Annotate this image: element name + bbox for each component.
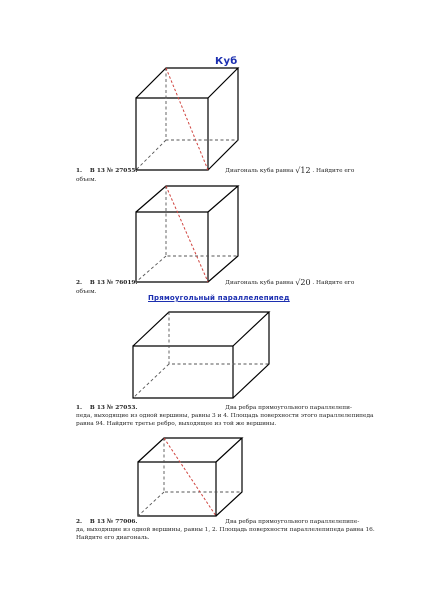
problem-code: B 13 № 27055. (89, 168, 138, 174)
problem-2-line-2: объем. (76, 289, 97, 295)
cube-figure-1 (130, 60, 250, 176)
problem-1-line-2: объем. (76, 177, 97, 183)
problem-number: 1. (76, 168, 83, 174)
problem-4-line-3: Найдите его диагональ. (76, 535, 150, 541)
problem-3-line-1 (76, 404, 352, 412)
box-figure-2 (134, 434, 264, 520)
problem-3-line-2: педа, выходящие из одной вершины, равны 3 и 4. Площадь поверхности этого параллелепипеда (76, 413, 374, 419)
section-heading-cube: Куб (215, 56, 238, 67)
problem-code: B 13 № 76019. (89, 280, 138, 286)
problem-number: 1. (76, 405, 83, 411)
box-figure-1 (128, 306, 278, 402)
problem-text-tail: . Найдите его (312, 280, 355, 286)
problem-text-tail: Два ребра прямоугольного параллелепи- (225, 405, 352, 411)
problem-1-line-1 (76, 167, 354, 175)
problem-number: 2. (76, 280, 83, 286)
problem-text-tail: . Найдите его (312, 168, 355, 174)
problem-text: Диагональ куба равна (225, 168, 294, 174)
problem-2-line-1 (76, 279, 354, 287)
problem-text: Диагональ куба равна (225, 280, 294, 286)
radical-value: √12 (295, 166, 311, 175)
problem-number: 2. (76, 519, 83, 525)
cube-figure-2 (130, 182, 250, 288)
problem-4-line-1 (76, 518, 359, 526)
problem-3-line-3: равна 94. Найдите третье ребро, выходящее из той же вершины. (76, 421, 277, 427)
problem-text-tail: Два ребра прямоугольного параллелепипе- (225, 519, 360, 525)
problem-code: B 13 № 27053. (89, 405, 138, 411)
radical-value: √20 (295, 278, 311, 287)
section-heading-box: Прямоугольный параллелепипед (148, 294, 290, 302)
problem-code: B 13 № 77006. (89, 519, 138, 525)
problem-4-line-2: да, выходящие из одной вершины, равны 1, 2. Площадь поверхности параллелепипеда равна 16. (76, 527, 375, 533)
